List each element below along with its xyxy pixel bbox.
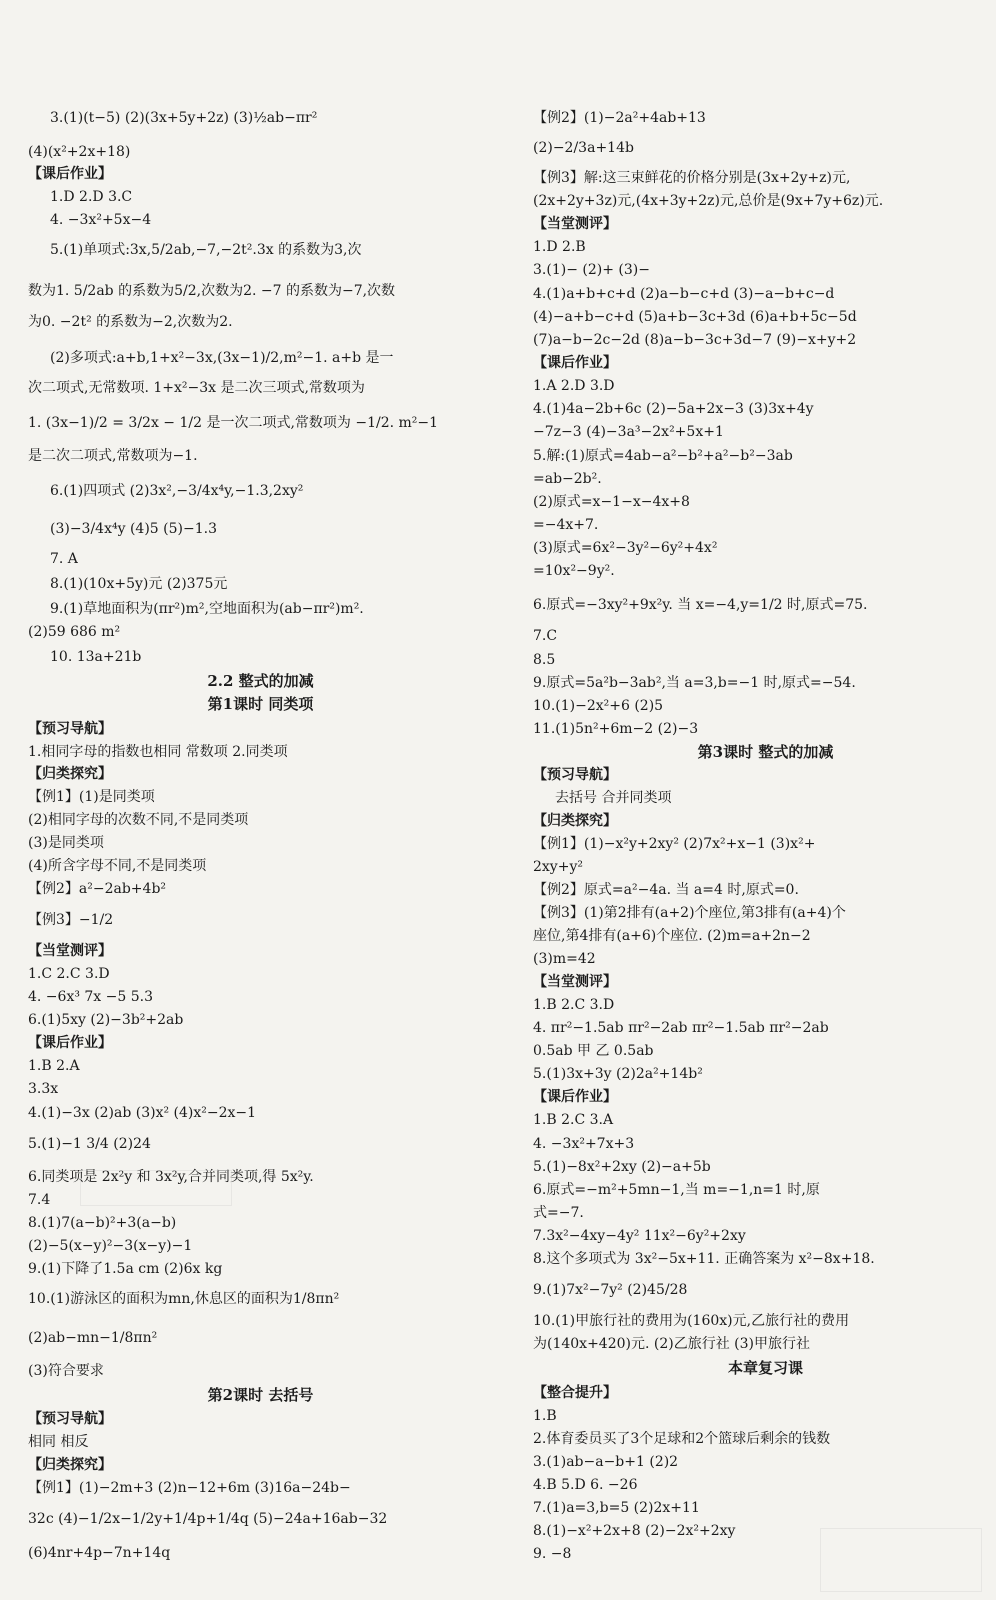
right-answer-line: 式=−7. (533, 1205, 584, 1221)
left-answer-line: 【例1】(1)−2m+3 (2)n−12+6m (3)16a−24b− (28, 1480, 351, 1496)
left-answer-line: 【课后作业】 (28, 166, 112, 182)
left-answer-line: 【例1】(1)是同类项 (28, 789, 155, 805)
left-answer-line: 5.(1)−1 3/4 (2)24 (28, 1136, 151, 1152)
right-answer-line: 【课后作业】 (533, 355, 617, 371)
right-answer-line: 9. −8 (533, 1546, 572, 1562)
right-answer-line: 【当堂测评】 (533, 974, 617, 990)
right-answer-line: 为(140x+420)元. (2)乙旅行社 (3)甲旅行社 (533, 1336, 811, 1352)
left-answer-line: 【归类探究】 (28, 766, 112, 782)
left-answer-line: (2)多项式:a+b,1+x²−3x,(3x−1)/2,m²−1. a+b 是一 (50, 350, 394, 366)
left-answer-line: 第1课时 同类项 (207, 695, 314, 713)
right-answer-line: =ab−2b². (533, 471, 602, 487)
right-answer-line: (7)a−b−2c−2d (8)a−b−3c+3d−7 (9)−x+y+2 (533, 332, 857, 348)
left-answer-line: 相同 相反 (28, 1434, 89, 1450)
right-answer-line: 1.B 2.C 3.D (533, 997, 615, 1013)
left-answer-line: (2)−5(x−y)²−3(x−y)−1 (28, 1238, 193, 1254)
left-answer-line: (6)4nr+4p−7n+14q (28, 1545, 171, 1561)
left-answer-line: 是二次二项式,常数项为−1. (28, 448, 198, 464)
right-answer-line: 3.(1)ab−a−b+1 (2)2 (533, 1454, 679, 1470)
right-answer-line: 11.(1)5n²+6m−2 (2)−3 (533, 721, 699, 737)
right-answer-line: 9.原式=5a²b−3ab²,当 a=3,b=−1 时,原式=−54. (533, 675, 856, 691)
left-answer-line: 1.B 2.A (28, 1058, 80, 1074)
right-answer-line: 5.(1)−8x²+2xy (2)−a+5b (533, 1159, 711, 1175)
right-answer-line: 4.(1)a+b+c+d (2)a−b−c+d (3)−a−b+c−d (533, 286, 835, 302)
right-answer-line: 【整合提升】 (533, 1385, 617, 1401)
right-answer-line: 1.A 2.D 3.D (533, 378, 615, 394)
left-answer-line: 6.(1)四项式 (2)3x²,−3/4x⁴y,−1.3,2xy² (50, 483, 304, 499)
right-answer-line: 10.(1)−2x²+6 (2)5 (533, 698, 664, 714)
right-answer-line: (2)−2/3a+14b (533, 140, 634, 156)
left-answer-line: 10. 13a+21b (50, 649, 142, 665)
right-answer-line: 【预习导航】 (533, 767, 617, 783)
right-answer-line: 1.B (533, 1408, 557, 1424)
right-answer-line: 6.原式=−m²+5mn−1,当 m=−1,n=1 时,原 (533, 1182, 820, 1198)
right-answer-line: 本章复习课 (727, 1359, 803, 1377)
right-answer-line: (2)原式=x−1−x−4x+8 (533, 494, 690, 510)
right-answer-line: (4)−a+b−c+d (5)a+b−3c+3d (6)a+b+5c−5d (533, 309, 857, 325)
left-answer-line: (4)所含字母不同,不是同类项 (28, 858, 207, 874)
right-answer-line: 8.5 (533, 652, 556, 668)
left-answer-line: 次二项式,无常数项. 1+x²−3x 是二次三项式,常数项为 (28, 380, 365, 396)
left-answer-line: (4)(x²+2x+18) (28, 144, 131, 160)
left-answer-line: 6.同类项是 2x²y 和 3x²y,合并同类项,得 5x²y. (28, 1169, 314, 1185)
right-answer-line: 9.(1)7x²−7y² (2)45/28 (533, 1282, 688, 1298)
right-answer-line: 第3课时 整式的加减 (697, 743, 834, 761)
left-answer-line: (2)59 686 m² (28, 624, 121, 640)
left-answer-line: 9.(1)草地面积为(πr²)m²,空地面积为(ab−πr²)m². (50, 601, 364, 617)
right-answer-line: 【例3】(1)第2排有(a+2)个座位,第3排有(a+4)个 (533, 905, 846, 921)
left-answer-line: 【例3】−1/2 (28, 912, 114, 928)
left-answer-line: 【例2】a²−2ab+4b² (28, 881, 167, 897)
left-answer-line: 数为1. 5/2ab 的系数为5/2,次数为2. −7 的系数为−7,次数 (28, 283, 396, 299)
left-answer-line: 6.(1)5xy (2)−3b²+2ab (28, 1012, 184, 1028)
right-answer-line: 5.(1)3x+3y (2)2a²+14b² (533, 1066, 703, 1082)
left-answer-line: 3.(1)(t−5) (2)(3x+5y+2z) (3)½ab−πr² (50, 110, 318, 126)
right-answer-line: 座位,第4排有(a+6)个座位. (2)m=a+2n−2 (533, 928, 811, 944)
right-answer-line: 4.(1)4a−2b+6c (2)−5a+2x−3 (3)3x+4y (533, 401, 814, 417)
left-answer-line: (3)是同类项 (28, 835, 104, 851)
left-answer-line: 第2课时 去括号 (207, 1386, 314, 1404)
left-answer-line: (3)符合要求 (28, 1363, 104, 1379)
right-answer-line: (3)原式=6x²−3y²−6y²+4x² (533, 540, 718, 556)
left-answer-line: 8.(1)7(a−b)²+3(a−b) (28, 1215, 177, 1231)
right-answer-line: 1.B 2.C 3.A (533, 1112, 614, 1128)
right-answer-line: 1.D 2.B (533, 239, 586, 255)
right-answer-line: 【例2】原式=a²−4a. 当 a=4 时,原式=0. (533, 882, 799, 898)
right-answer-line: 【归类探究】 (533, 813, 617, 829)
left-answer-line: 1.D 2.D 3.C (50, 189, 133, 205)
right-answer-line: (3)m=42 (533, 951, 596, 967)
left-answer-line: 1. (3x−1)/2 = 3/2x − 1/2 是一次二项式,常数项为 −1/2. m²−1 (28, 415, 439, 431)
watermark-stamp (80, 1170, 232, 1206)
left-answer-line: 2.2 整式的加减 (207, 672, 314, 690)
left-answer-line: 【预习导航】 (28, 721, 112, 737)
left-answer-line: 【预习导航】 (28, 1411, 112, 1427)
left-answer-line: 5.(1)单项式:3x,5/2ab,−7,−2t².3x 的系数为3,次 (50, 242, 362, 258)
left-answer-line: 10.(1)游泳区的面积为mn,休息区的面积为1/8πn² (28, 1291, 340, 1307)
right-answer-line: 去括号 合并同类项 (555, 790, 672, 806)
left-answer-line: 7.4 (28, 1192, 51, 1208)
right-answer-line: 7.3x²−4xy−4y² 11x²−6y²+2xy (533, 1228, 746, 1244)
right-answer-line: 7.C (533, 628, 558, 644)
left-answer-line: 4.(1)−3x (2)ab (3)x² (4)x²−2x−1 (28, 1105, 257, 1121)
left-answer-line: 【课后作业】 (28, 1035, 112, 1051)
left-answer-line: 32c (4)−1/2x−1/2y+1/4p+1/4q (5)−24a+16ab−32 (28, 1511, 388, 1527)
right-answer-line: −7z−3 (4)−3a³−2x²+5x+1 (533, 424, 724, 440)
left-answer-line: 为0. −2t² 的系数为−2,次数为2. (28, 314, 233, 330)
left-answer-line: 8.(1)(10x+5y)元 (2)375元 (50, 576, 228, 592)
right-answer-line: 【当堂测评】 (533, 216, 617, 232)
right-answer-line: (2x+2y+3z)元,(4x+3y+2z)元,总价是(9x+7y+6z)元. (533, 193, 884, 209)
left-answer-line: 1.相同字母的指数也相同 常数项 2.同类项 (28, 744, 288, 760)
left-answer-line: 9.(1)下降了1.5a cm (2)6x kg (28, 1261, 223, 1277)
right-answer-line: 8.(1)−x²+2x+8 (2)−2x²+2xy (533, 1523, 736, 1539)
right-answer-line: 3.(1)− (2)+ (3)− (533, 262, 650, 278)
right-answer-line: 【课后作业】 (533, 1089, 617, 1105)
right-answer-line: 2.体育委员买了3个足球和2个篮球后剩余的钱数 (533, 1431, 831, 1447)
right-answer-line: =−4x+7. (533, 517, 599, 533)
right-answer-line: 【例2】(1)−2a²+4ab+13 (533, 110, 706, 126)
left-answer-line: (2)相同字母的次数不同,不是同类项 (28, 812, 249, 828)
left-answer-line: 4. −3x²+5x−4 (50, 212, 152, 228)
right-answer-line: 5.解:(1)原式=4ab−a²−b²+a²−b²−3ab (533, 448, 793, 464)
left-answer-line: 1.C 2.C 3.D (28, 966, 110, 982)
left-answer-line: 3.3x (28, 1081, 59, 1097)
left-answer-line: 【归类探究】 (28, 1457, 112, 1473)
left-answer-line: (2)ab−mn−1/8πn² (28, 1330, 158, 1346)
right-answer-line: 8.这个多项式为 3x²−5x+11. 正确答案为 x²−8x+18. (533, 1251, 875, 1267)
left-answer-line: (3)−3/4x⁴y (4)5 (5)−1.3 (50, 521, 217, 537)
right-answer-line: 4.B 5.D 6. −26 (533, 1477, 638, 1493)
right-answer-line: 4. πr²−1.5ab πr²−2ab πr²−1.5ab πr²−2ab (533, 1020, 829, 1036)
right-answer-line: 10.(1)甲旅行社的费用为(160x)元,乙旅行社的费用 (533, 1313, 850, 1329)
right-answer-line: =10x²−9y². (533, 563, 615, 579)
right-answer-line: 【例1】(1)−x²y+2xy² (2)7x²+x−1 (3)x²+ (533, 836, 816, 852)
right-answer-line: 2xy+y² (533, 859, 583, 875)
watermark-logo (820, 1528, 982, 1592)
right-answer-line: 【例3】解:这三束鲜花的价格分别是(3x+2y+z)元, (533, 170, 851, 186)
left-answer-line: 4. −6x³ 7x −5 5.3 (28, 989, 154, 1005)
left-answer-line: 7. A (50, 551, 78, 567)
right-answer-line: 4. −3x²+7x+3 (533, 1136, 635, 1152)
right-answer-line: 0.5ab 甲 乙 0.5ab (533, 1043, 654, 1059)
right-answer-line: 6.原式=−3xy²+9x²y. 当 x=−4,y=1/2 时,原式=75. (533, 597, 868, 613)
right-answer-line: 7.(1)a=3,b=5 (2)2x+11 (533, 1500, 700, 1516)
left-answer-line: 【当堂测评】 (28, 943, 112, 959)
